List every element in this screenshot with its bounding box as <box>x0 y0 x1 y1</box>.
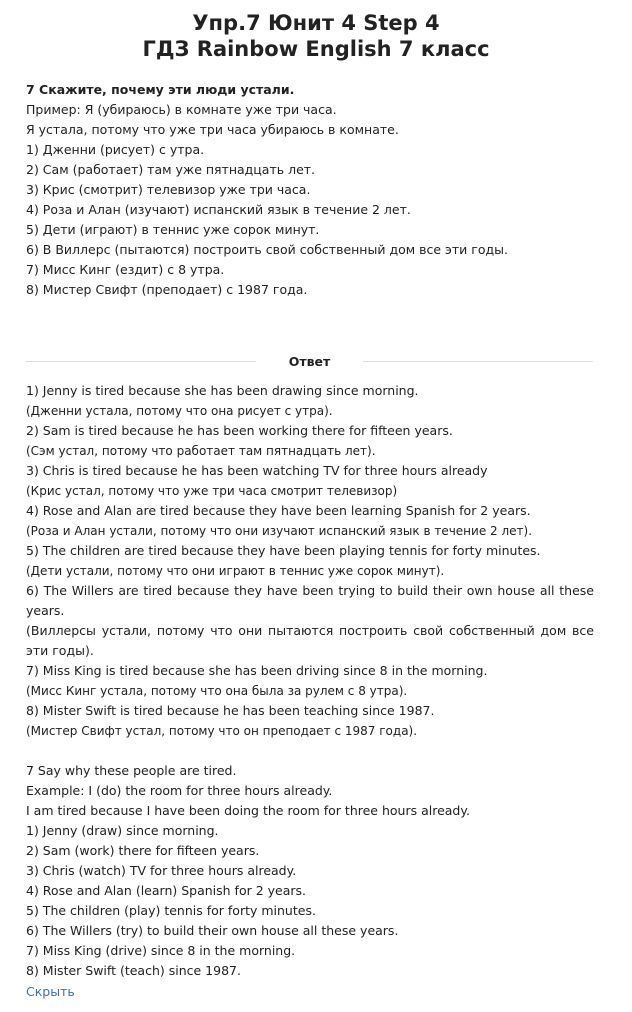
answer-line-1-en: 1) Jenny is tired because she has been drawing since morning. <box>26 383 419 398</box>
english-task-item-2: 2) Sam (work) there for fifteen years. <box>26 843 260 858</box>
task-english <box>26 761 616 981</box>
task-russian <box>26 80 616 300</box>
task-item-6: 6) В Виллерс (пытаются) построить свой собственный дом все эти годы. <box>26 242 508 257</box>
page-title <box>0 10 632 62</box>
answer-line-2-ru: (Сэм устал, потому что работает там пятнадцать лет). <box>26 444 376 458</box>
hide-link[interactable]: Скрыть <box>26 984 75 999</box>
task-item-2: 2) Сам (работает) там уже пятнадцать лет. <box>26 162 316 177</box>
english-task-example-answer: I am tired because I have been doing the room for three hours already. <box>26 803 470 818</box>
answer-line-8-ru: (Мистер Свифт устал, потому что он преподает с 1987 года). <box>26 724 418 738</box>
answer-line-5-ru: (Дети устали, потому что они играют в теннис уже сорок минут). <box>26 564 445 578</box>
answer-line-1-ru: (Дженни устала, потому что она рисует с утра). <box>26 404 333 418</box>
answer-line-3-ru: (Крис устал, потому что уже три часа смотрит телевизор) <box>26 484 398 498</box>
answer-line-6-en: 6) The Willers are tired because they have been trying to build their own house all these years. <box>26 583 594 618</box>
english-task-item-3: 3) Chris (watch) TV for three hours already. <box>26 863 297 878</box>
english-task-item-7: 7) Miss King (drive) since 8 in the morning. <box>26 943 296 958</box>
english-task-item-8: 8) Mister Swift (teach) since 1987. <box>26 963 241 978</box>
task-item-1: 1) Дженни (рисует) с утра. <box>26 142 205 157</box>
divider-rule-right <box>363 361 593 362</box>
task-item-5: 5) Дети (играют) в теннис уже сорок минут. <box>26 222 320 237</box>
task-example: Пример: Я (убираюсь) в комнате уже три часа. <box>26 102 337 117</box>
answer-line-2-en: 2) Sam is tired because he has been working there for fifteen years. <box>26 423 453 438</box>
task-item-7: 7) Мисс Кинг (ездит) с 8 утра. <box>26 262 225 277</box>
answer-line-8-en: 8) Mister Swift is tired because he has been teaching since 1987. <box>26 703 435 718</box>
answer-line-6-ru: (Виллерсы устали, потому что они пытаются построить свой собственный дом все эти годы). <box>26 623 594 658</box>
answer-line-7-en: 7) Miss King is tired because she has been driving since 8 in the morning. <box>26 663 488 678</box>
answer-line-4-en: 4) Rose and Alan are tired because they have been learning Spanish for 2 years. <box>26 503 531 518</box>
task-example-answer: Я устала, потому что уже три часа убираюсь в комнате. <box>26 122 399 137</box>
task-item-8: 8) Мистер Свифт (преподает) с 1987 года. <box>26 282 308 297</box>
english-task-example: Example: I (do) the room for three hours already. <box>26 783 333 798</box>
english-task-item-6: 6) The Willers (try) to build their own house all these years. <box>26 923 399 938</box>
task-item-3: 3) Крис (смотрит) телевизор уже три часа. <box>26 182 311 197</box>
english-task-item-4: 4) Rose and Alan (learn) Spanish for 2 years. <box>26 883 307 898</box>
task-item-4: 4) Роза и Алан (изучают) испанский язык в течение 2 лет. <box>26 202 411 217</box>
english-task-heading: 7 Say why these people are tired. <box>26 763 237 778</box>
title-line-book: ГДЗ Rainbow English 7 класс <box>142 37 490 61</box>
task-heading: 7 Скажите, почему эти люди устали. <box>26 82 295 97</box>
title-line-exercise: Упр.7 Юнит 4 Step 4 <box>192 11 440 35</box>
answer-line-3-en: 3) Chris is tired because he has been watching TV for three hours already <box>26 463 488 478</box>
answer-line-4-ru: (Роза и Алан устали, потому что они изучают испанский язык в течение 2 лет). <box>26 524 533 538</box>
answer-label: Ответ <box>288 354 331 369</box>
english-task-item-5: 5) The children (play) tennis for forty minutes. <box>26 903 316 918</box>
english-task-item-1: 1) Jenny (draw) since morning. <box>26 823 219 838</box>
answer-line-7-ru: (Мисс Кинг устала, потому что она была за рулем с 8 утра). <box>26 684 408 698</box>
answer-divider <box>26 352 593 372</box>
answer-block <box>26 381 594 741</box>
answer-line-5-en: 5) The children are tired because they have been playing tennis for forty minutes. <box>26 543 541 558</box>
